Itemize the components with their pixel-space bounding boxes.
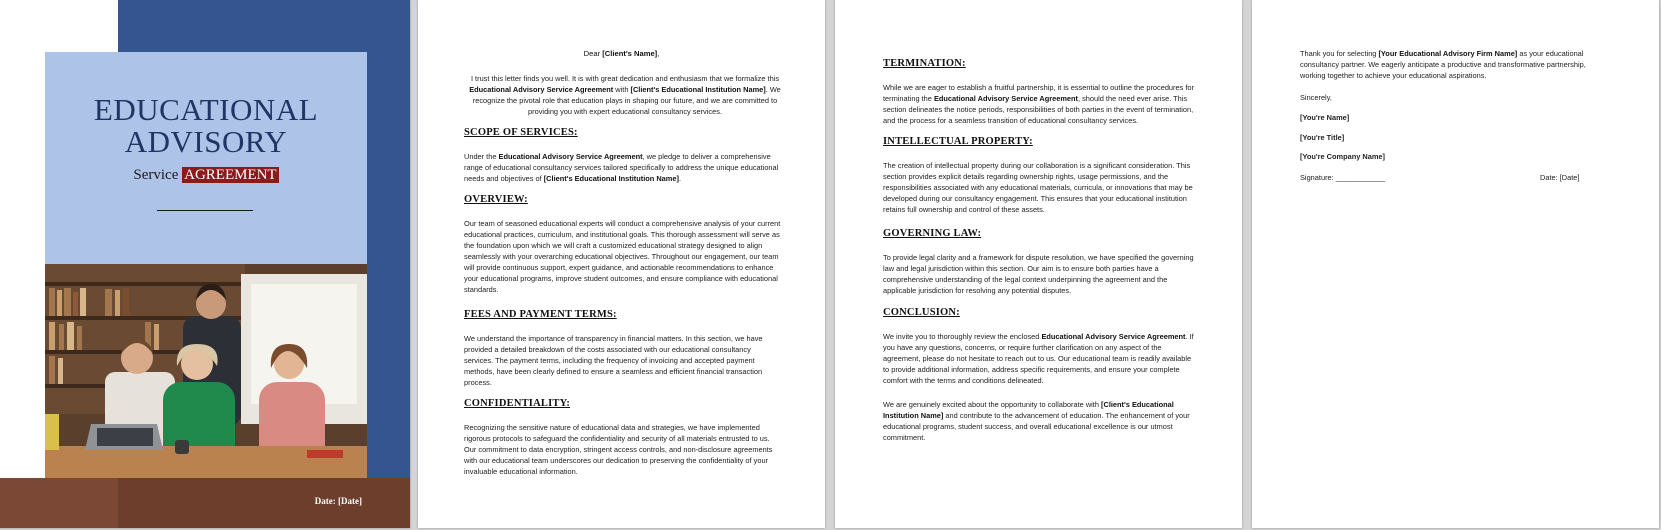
signer-title: [You're Title] bbox=[1300, 133, 1345, 142]
signer-name: [You're Name] bbox=[1300, 113, 1350, 122]
closing: Sincerely, bbox=[1300, 93, 1332, 102]
letter-page-4 bbox=[1252, 0, 1659, 528]
heading-scope: SCOPE OF SERVICES: bbox=[464, 127, 578, 138]
overview-paragraph: Our team of seasoned educational experts will conduct a comprehensive analysis of your current educational practices, curriculum, and institutional goals. This thorough assessment will serve as the foundation upon which we will craft a customized educational strategy designed to align seamlessly with your overarching educational objectives. Throughout our engagement, our team will provide continuous support, expert guidance, and actionable recommendations to enhance your educational programs, improve student outcomes, and ensure compliance with educational standards. bbox=[464, 219, 781, 294]
cover-subtitle-word1: Service bbox=[133, 167, 179, 183]
conclusion-paragraph-1: We invite you to thoroughly review the enclosed Educational Advisory Service Agreement. If you have any questions, concerns, or require further clarification on any aspect of the agreement, please do not hesitate to reach out to us. Our educational team is readily available to provide additional information, address specific requirements, and ensure your complete comfort with the terms and conditions delineated. bbox=[883, 332, 1194, 385]
salutation: Dear [Client's Name], bbox=[583, 49, 660, 58]
cover-subtitle bbox=[45, 167, 367, 184]
cover-page bbox=[0, 0, 410, 528]
conclusion-paragraph-2: We are genuinely excited about the opportunity to collaborate with [Client's Educational Institution Name] and contribute to the advancement of education. The enhancement of your educational programs, student success, and overall educational excellence is our utmost commitment. bbox=[883, 400, 1190, 442]
termination-paragraph: While we are eager to establish a fruitful partnership, it is essential to outline the procedures for terminating the Educational Advisory Service Agreement, should the need ever arise. This section delineates the notice periods, responsibilities of both parties in the event of termination, and the process for a seamless transition of educational consultancy services. bbox=[883, 83, 1194, 125]
signature-line: Signature: ____________ bbox=[1300, 173, 1386, 182]
heading-confidentiality: CONFIDENTIALITY: bbox=[464, 398, 571, 409]
heading-conclusion: CONCLUSION: bbox=[883, 307, 960, 318]
fees-paragraph: We understand the importance of transparency in financial matters. In this section, we have provided a detailed breakdown of the costs associated with our educational consultancy services. The payment terms, including the frequency of invoicing and accepted payment methods, have been clearly defined to ensure a seamless and efficient financial transaction process. bbox=[464, 334, 763, 387]
heading-intellectual-property: INTELLECTUAL PROPERTY: bbox=[883, 136, 1033, 147]
intellectual-property-paragraph: The creation of intellectual property during our collaboration is a significant consideration. This section provides explicit details regarding ownership rights, usage permissions, and the responsibilities associated with any educational materials, curricula, or innovations that may be developed during our consultancy engagement. This ensures that your educational institution retains full ownership and control of these assets. bbox=[883, 161, 1193, 214]
letter-page-3 bbox=[835, 0, 1242, 528]
heading-overview: OVERVIEW: bbox=[464, 194, 528, 205]
heading-fees: FEES AND PAYMENT TERMS: bbox=[464, 309, 617, 320]
cover-date: Date: [Date] bbox=[314, 496, 362, 506]
scope-paragraph: Under the Educational Advisory Service Agreement, we pledge to deliver a comprehensive range of educational consultancy services tailored specifically to address the unique educational needs and objectives of [Client's Educational Institution Name]. bbox=[464, 152, 779, 183]
cover-photo bbox=[45, 264, 367, 478]
cover-subtitle-highlight: AGREEMENT bbox=[184, 167, 277, 183]
governing-law-paragraph: To provide legal clarity and a framework for dispute resolution, we have specified the governing law and legal jurisdiction within this section. Our aim is to ensure both parties have a comprehensive understanding of the legal context underpinning the agreement and the applicable jurisdiction for resolving any potential disputes. bbox=[883, 253, 1194, 295]
classroom-photo-illustration bbox=[45, 264, 367, 478]
cover-divider bbox=[157, 210, 253, 211]
cover-footer-band-left bbox=[0, 478, 118, 528]
intro-paragraph: I trust this letter finds you well. It is with great dedication and enthusiasm that we formalize this Educational Advisory Service Agreement with [Client's Educational Institution Name]. We recognize the pivotal role that education plays in shaping our future, and we are committed to providing you with expert educational consultancy services. bbox=[469, 74, 781, 116]
letter-page-2 bbox=[418, 0, 825, 528]
heading-termination: TERMINATION: bbox=[883, 58, 966, 69]
cover-title-line2: ADVISORY bbox=[124, 124, 288, 159]
heading-governing-law: GOVERNING LAW: bbox=[883, 228, 982, 239]
cover-title-line1: EDUCATIONAL bbox=[93, 92, 319, 127]
signature-date: Date: [Date] bbox=[1540, 173, 1580, 182]
thank-you-paragraph: Thank you for selecting [Your Educational Advisory Firm Name] as your educational consultancy partner. We eagerly anticipate a productive and transformative partnership, working together to achieve your educational aspirations. bbox=[1300, 49, 1586, 80]
signer-company: [You're Company Name] bbox=[1300, 152, 1385, 161]
confidentiality-paragraph: Recognizing the sensitive nature of educational data and strategies, we have implemented rigorous protocols to safeguard the confidentiality and security of all materials entrusted to us. Our commitment to data encryption, stringent access controls, and non-disclosure agreements with our educational team underscores our dedication to preserving the confidentiality of your invaluable educational information. bbox=[464, 423, 773, 476]
